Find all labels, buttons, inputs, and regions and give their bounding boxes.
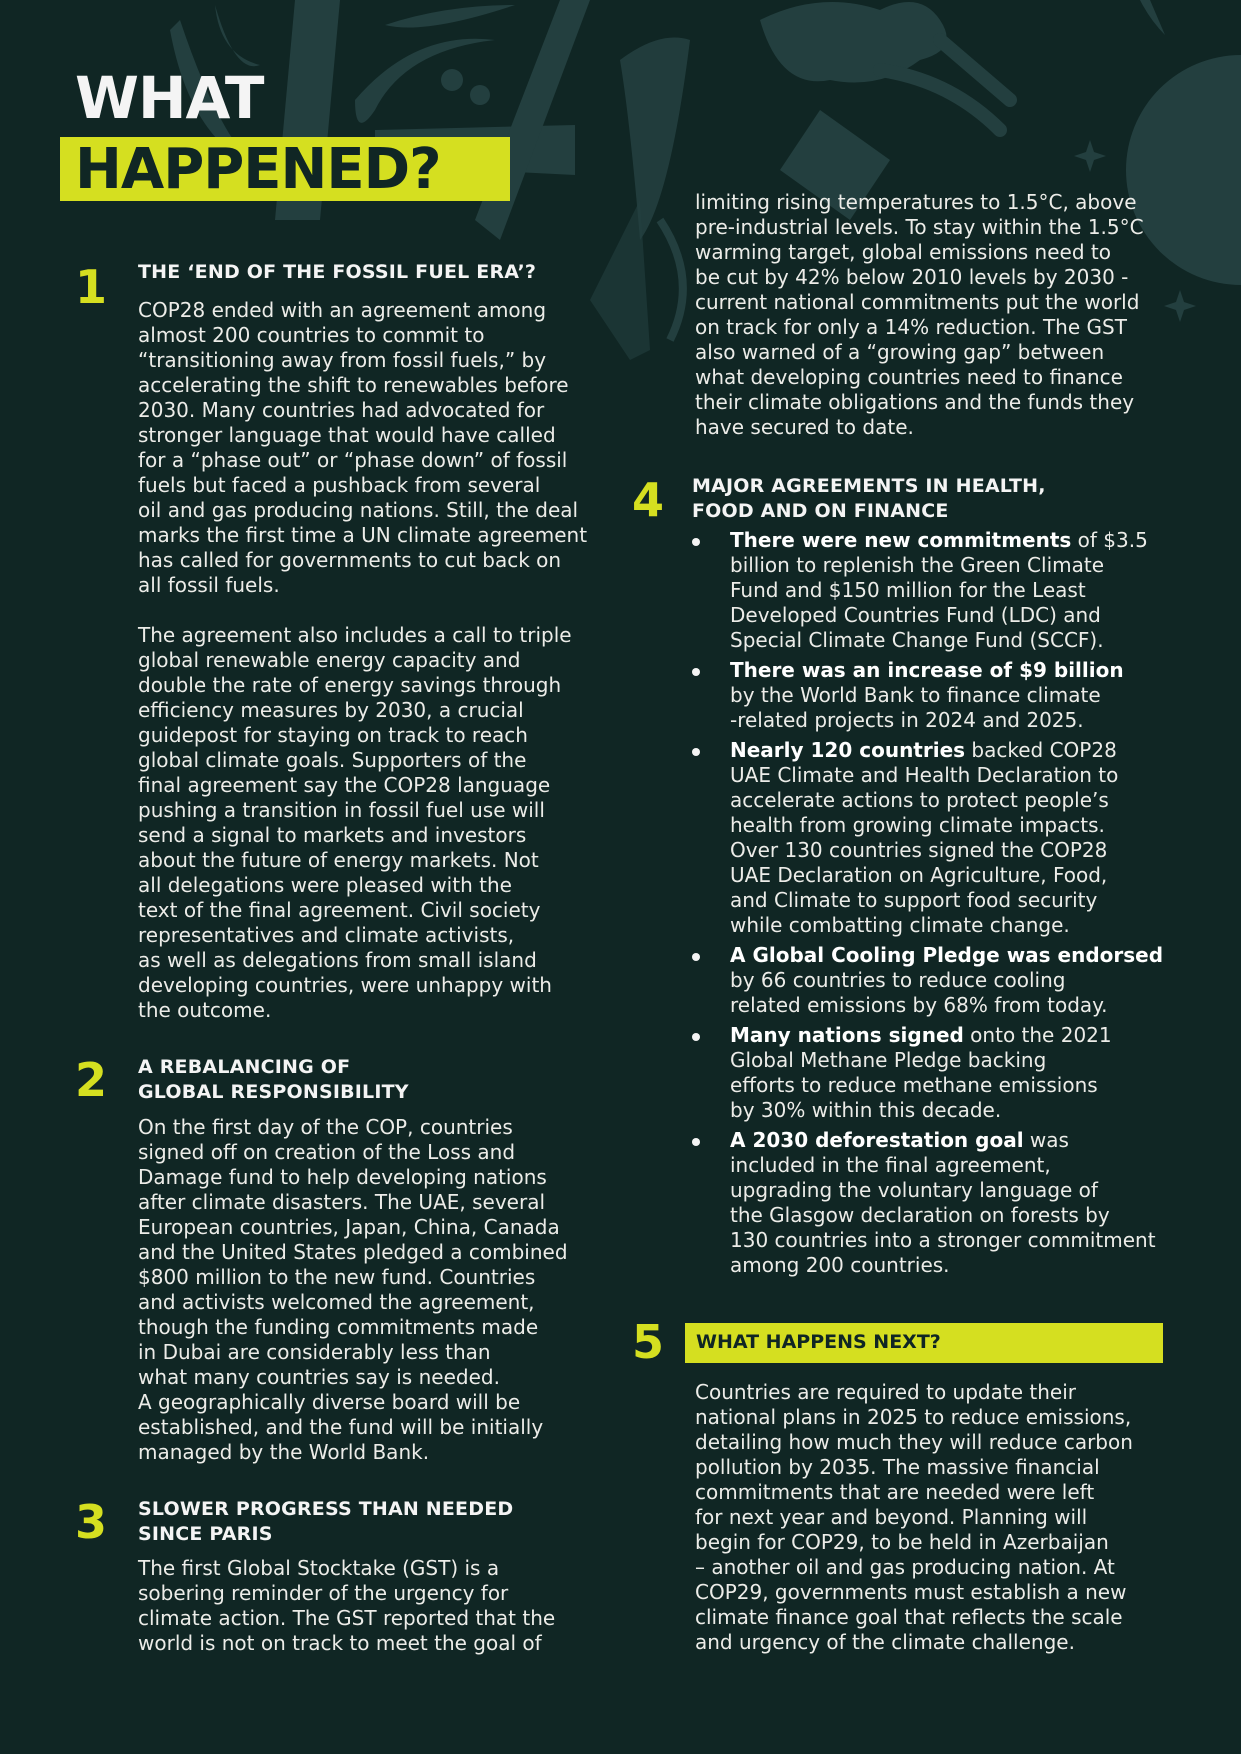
bullet-bold-text: Nearly 120 countries xyxy=(730,738,966,762)
text-line: marks the first time a UN climate agreement xyxy=(138,523,588,547)
heading-line: FOOD AND ON FINANCE xyxy=(692,500,949,522)
text-line: efforts to reduce methane emissions xyxy=(730,1073,1098,1097)
agreements-list xyxy=(692,528,1192,1283)
section-heading xyxy=(692,474,1046,524)
text-line: 130 countries into a stronger commitment xyxy=(730,1228,1156,1252)
text-line: for a “phase out” or “phase down” of fossil xyxy=(138,448,568,472)
text-line: global climate goals. Supporters of the xyxy=(138,748,527,772)
section-number: 2 xyxy=(75,1053,108,1107)
text-line: oil and gas producing nations. Still, the deal xyxy=(138,498,579,522)
text-line: The first Global Stocktake (GST) is a xyxy=(138,1556,500,1580)
text-line: on track for only a 14% reduction. The GST xyxy=(695,315,1127,339)
text-line: what developing countries need to finance xyxy=(695,365,1123,389)
text-line: signed off on creation of the Loss and xyxy=(138,1140,516,1164)
text-line: limiting rising temperatures to 1.5°C, above xyxy=(695,190,1137,214)
heading-line: A REBALANCING OF xyxy=(138,1056,351,1078)
text-line: accelerate actions to protect people’s xyxy=(730,788,1109,812)
text-line: upgrading the voluntary language of xyxy=(730,1178,1098,1202)
section-1-paragraph-2 xyxy=(138,623,572,1023)
bullet-icon xyxy=(692,748,700,756)
bullet-icon xyxy=(692,538,700,546)
text-line: and activists welcomed the agreement, xyxy=(138,1290,535,1314)
text-line: while combatting climate change. xyxy=(730,913,1070,937)
bullet-bold-text: A 2030 deforestation goal xyxy=(730,1128,1024,1152)
text-line: sobering reminder of the urgency for xyxy=(138,1581,509,1605)
text-line: also warned of a “growing gap” between xyxy=(695,340,1105,364)
text-line: Countries are required to update their xyxy=(695,1380,1076,1404)
list-item xyxy=(692,1023,1192,1123)
bullet-bold-text: A Global Cooling Pledge was endorsed xyxy=(730,943,1164,967)
section-5-paragraph xyxy=(695,1380,1133,1655)
text-line: warming target, global emissions need to xyxy=(695,240,1111,264)
list-item xyxy=(692,738,1192,938)
text-line: stronger language that would have called xyxy=(138,423,556,447)
text-line: and Climate to support food security xyxy=(730,888,1098,912)
text-line: for next year and beyond. Planning will xyxy=(695,1505,1088,1529)
text-line: as well as delegations from small island xyxy=(138,948,537,972)
text-line: pre-industrial levels. To stay within the 1.5°C xyxy=(695,215,1144,239)
text-line: COP29, governments must establish a new xyxy=(695,1580,1127,1604)
section-number: 4 xyxy=(632,473,665,527)
text-line: Over 130 countries signed the COP28 xyxy=(730,838,1108,862)
list-item xyxy=(692,943,1192,1018)
heading-line: SLOWER PROGRESS THAN NEEDED xyxy=(138,1498,514,1520)
section-number: 3 xyxy=(75,1495,108,1549)
text-line: guidepost for staying on track to reach xyxy=(138,723,528,747)
text-line: A geographically diverse board will be xyxy=(138,1390,521,1414)
bullet-bold-text: Many nations signed xyxy=(730,1023,964,1047)
text-line: -related projects in 2024 and 2025. xyxy=(730,708,1084,732)
text-line: current national commitments put the world xyxy=(695,290,1140,314)
text-line: though the funding commitments made xyxy=(138,1315,539,1339)
section-heading: WHAT HAPPENS NEXT? xyxy=(696,1331,941,1353)
text-line: the Glasgow declaration on forests by xyxy=(730,1203,1110,1227)
heading-line: THE ‘END OF THE FOSSIL FUEL ERA’? xyxy=(138,261,537,283)
text-line: what many countries say is needed. xyxy=(138,1365,500,1389)
text-line: representatives and climate activists, xyxy=(138,923,515,947)
bullet-bold-text: There was an increase of $9 billion xyxy=(730,658,1124,682)
text-line: climate finance goal that reflects the scale xyxy=(695,1605,1123,1629)
text-line: the outcome. xyxy=(138,998,272,1022)
text-line: managed by the World Bank. xyxy=(138,1440,430,1464)
text-line: Fund and $150 million for the Least xyxy=(730,578,1086,602)
section-2-paragraph xyxy=(138,1115,568,1465)
text-line: all delegations were pleased with the xyxy=(138,873,512,897)
text-line: European countries, Japan, China, Canada xyxy=(138,1215,560,1239)
text-line: detailing how much they will reduce carbon xyxy=(695,1430,1133,1454)
text-line: and the United States pledged a combined xyxy=(138,1240,568,1264)
text-line: commitments that are needed were left xyxy=(695,1480,1095,1504)
text-line: have secured to date. xyxy=(695,415,914,439)
heading-line: GLOBAL RESPONSIBILITY xyxy=(138,1081,409,1103)
text-line: almost 200 countries to commit to xyxy=(138,323,485,347)
text-line: by 66 countries to reduce cooling xyxy=(730,968,1066,992)
text-line: and urgency of the climate challenge. xyxy=(695,1630,1075,1654)
text-line: UAE Climate and Health Declaration to xyxy=(730,763,1119,787)
page-title-line2: HAPPENED? xyxy=(75,137,441,202)
bullet-icon xyxy=(692,1138,700,1146)
text-line: be cut by 42% below 2010 levels by 2030 - xyxy=(695,265,1129,289)
text-line: The agreement also includes a call to triple xyxy=(138,623,572,647)
text-line: their climate obligations and the funds they xyxy=(695,390,1135,414)
bullet-icon xyxy=(692,1033,700,1041)
section-number: 5 xyxy=(632,1315,665,1369)
text-line: begin for COP29, to be held in Azerbaijan xyxy=(695,1530,1109,1554)
text-line: COP28 ended with an agreement among xyxy=(138,298,547,322)
text-line: UAE Declaration on Agriculture, Food, xyxy=(730,863,1108,887)
section-1-paragraph-1 xyxy=(138,298,587,598)
text-line: text of the final agreement. Civil society xyxy=(138,898,541,922)
section-number: 1 xyxy=(75,260,108,314)
text-line: by 30% within this decade. xyxy=(730,1098,1002,1122)
page-title-line1: WHAT xyxy=(75,64,264,132)
text-line: Special Climate Change Fund (SCCF). xyxy=(730,628,1104,652)
text-line: world is not on track to meet the goal of xyxy=(138,1631,542,1655)
text-line: Damage fund to help developing nations xyxy=(138,1165,547,1189)
text-line: in Dubai are considerably less than xyxy=(138,1340,491,1364)
bullet-icon xyxy=(692,953,700,961)
text-line: accelerating the shift to renewables before xyxy=(138,373,569,397)
list-item xyxy=(692,658,1192,733)
text-line: national plans in 2025 to reduce emissions, xyxy=(695,1405,1132,1429)
section-3-paragraph-start xyxy=(138,1556,555,1656)
text-line: fuels but faced a pushback from several xyxy=(138,473,541,497)
text-line: after climate disasters. The UAE, several xyxy=(138,1190,546,1214)
section-heading xyxy=(138,1497,513,1547)
text-line: pushing a transition in fossil fuel use will xyxy=(138,798,545,822)
text-line: health from growing climate impacts. xyxy=(730,813,1105,837)
section-3-paragraph-continued xyxy=(695,190,1144,440)
text-line: global renewable energy capacity and xyxy=(138,648,521,672)
text-line: included in the final agreement, xyxy=(730,1153,1051,1177)
text-line: billion to replenish the Green Climate xyxy=(730,553,1105,577)
text-line: On the first day of the COP, countries xyxy=(138,1115,513,1139)
text-line: has called for governments to cut back on xyxy=(138,548,562,572)
text-line: climate action. The GST reported that the xyxy=(138,1606,556,1630)
text-line: of $3.5 xyxy=(1071,528,1148,552)
list-item xyxy=(692,1128,1192,1278)
text-line: $800 million to the new fund. Countries xyxy=(138,1265,536,1289)
list-item xyxy=(692,528,1192,653)
heading-line: MAJOR AGREEMENTS IN HEALTH, xyxy=(692,475,1046,497)
text-line: all fossil fuels. xyxy=(138,573,280,597)
text-line: final agreement say the COP28 language xyxy=(138,773,551,797)
section-heading xyxy=(138,260,536,285)
bullet-bold-text: There were new commitments xyxy=(730,528,1072,552)
text-line: send a signal to markets and investors xyxy=(138,823,527,847)
text-line: onto the 2021 xyxy=(963,1023,1112,1047)
text-line: about the future of energy markets. Not xyxy=(138,848,539,872)
text-line: – another oil and gas producing nation. At xyxy=(695,1555,1115,1579)
text-line: related emissions by 68% from today. xyxy=(730,993,1108,1017)
text-line: among 200 countries. xyxy=(730,1253,950,1277)
text-line: double the rate of energy savings through xyxy=(138,673,562,697)
text-line: “transitioning away from fossil fuels,” by xyxy=(138,348,547,372)
text-line: backed COP28 xyxy=(965,738,1117,762)
text-line: 2030. Many countries had advocated for xyxy=(138,398,545,422)
text-line: was xyxy=(1023,1128,1069,1152)
text-line: pollution by 2035. The massive financial xyxy=(695,1455,1100,1479)
text-line: by the World Bank to finance climate xyxy=(730,683,1101,707)
bullet-icon xyxy=(692,668,700,676)
text-line: established, and the fund will be initially xyxy=(138,1415,544,1439)
text-line: developing countries, were unhappy with xyxy=(138,973,552,997)
text-line: Global Methane Pledge backing xyxy=(730,1048,1047,1072)
text-line: efficiency measures by 2030, a crucial xyxy=(138,698,524,722)
section-heading xyxy=(138,1055,409,1105)
text-line: Developed Countries Fund (LDC) and xyxy=(730,603,1101,627)
heading-line: SINCE PARIS xyxy=(138,1523,273,1545)
